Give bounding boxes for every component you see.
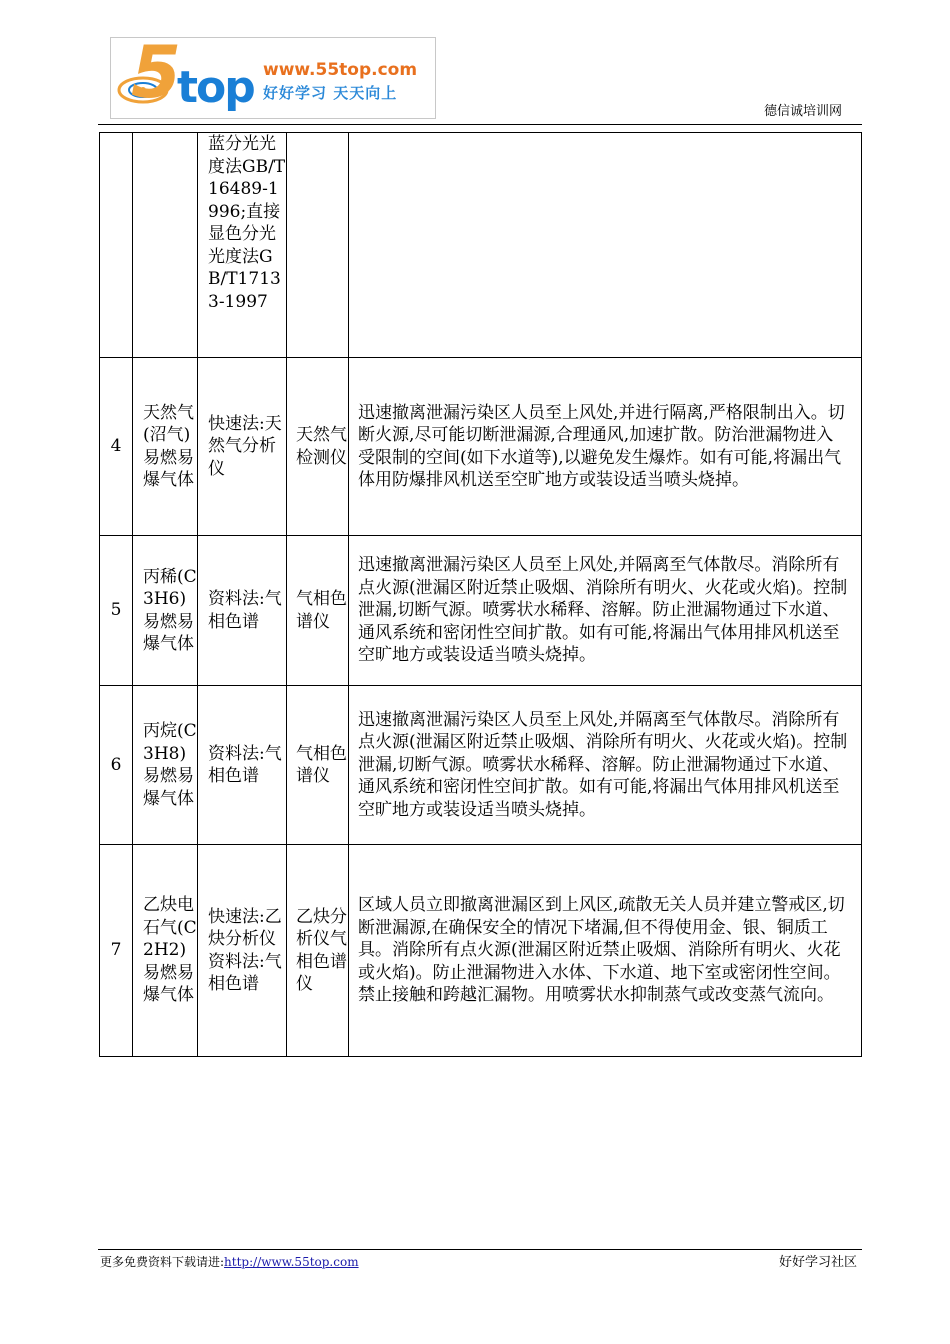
instrument-text: 天然气检测仪 [287, 358, 349, 536]
header-divider [98, 124, 862, 125]
measures-text: 迅速撤离泄漏污染区人员至上风处,并隔离至气体散尽。消除所有点火源(泄漏区附近禁止吸烟、消除所有明火、火花或火焰)。控制泄漏,切断气源。喷雾状水稀释、溶解。防止泄漏物通过下水道、通风系统和密闭性空间扩散。如有可能,将漏出气体用排风机送至空旷地方或装设适当喷头烧掉。 [349, 536, 862, 686]
instrument-text: 气相色谱仪 [287, 686, 349, 845]
row-number: 7 [100, 845, 133, 1057]
table-row [100, 536, 862, 686]
logo-slogan: 好好学习 天天向上 [263, 84, 398, 102]
num-cell [100, 133, 133, 358]
method-text: 资料法:气相色谱 [198, 536, 287, 686]
substance-name: 天然气(沼气)易燃易爆气体 [133, 358, 198, 536]
row-number: 6 [100, 686, 133, 845]
footer-download-note [100, 1256, 359, 1268]
logo-five: 5 [131, 30, 182, 114]
method-text: 快速法:天然气分析仪 [198, 358, 287, 536]
method-text: 快速法:乙炔分析仪资料法:气相色谱 [198, 845, 287, 1057]
row-number: 5 [100, 536, 133, 686]
method-text: 蓝分光光度法GB/T16489-1996;直接显色分光光度法GB/T17133-1997 [208, 134, 286, 312]
site-name: 德信诚培训网 [763, 104, 842, 119]
measures-cell [349, 133, 862, 358]
site-logo [110, 30, 436, 119]
footer-text: 更多免费资料下载请进: [100, 1255, 225, 1269]
table-row [100, 686, 862, 845]
measures-text: 区域人员立即撤离泄漏区到上风区,疏散无关人员并建立警戒区,切断泄漏源,在确保安全的情况下堵漏,但不得使用金、银、铜质工具。消除所有点火源(泄漏区附近禁止吸烟、消除所有明火、火花或火焰)。防止泄漏物进入水体、下水道、地下室或密闭性空间。禁止接触和跨越汇漏物。用喷雾状水抑制蒸气或改变蒸气流向。 [349, 845, 862, 1057]
table-row [100, 358, 862, 536]
footer-community: 好好学习社区 [778, 1255, 857, 1270]
table-row-continued [100, 133, 862, 358]
name-cell [133, 133, 198, 358]
measures-text: 迅速撤离泄漏污染区人员至上风处,并进行隔离,严格限制出入。切断火源,尽可能切断泄漏源,合理通风,加速扩散。防治泄漏物进入受限制的空间(如下水道等),以避免发生爆炸。如有可能,将漏出气体用防爆排风机送至空旷地方或装设适当喷头烧掉。 [349, 358, 862, 536]
hazard-table [99, 132, 862, 1057]
footer-link[interactable]: http://www.55top.com [224, 1255, 359, 1269]
table-row [100, 845, 862, 1057]
measures-text: 迅速撤离泄漏污染区人员至上风处,并隔离至气体散尽。消除所有点火源(泄漏区附近禁止吸烟、消除所有明火、火花或火焰)。控制泄漏,切断气源。喷雾状水稀释、溶解。防止泄漏物通过下水道、通风系统和密闭性空间扩散。如有可能,将漏出气体用排风机送至空旷地方或装设适当喷头烧掉。 [349, 686, 862, 845]
method-cell [198, 133, 287, 358]
footer-divider [98, 1249, 862, 1250]
row-number: 4 [100, 358, 133, 536]
logo-url: www.55top.com [263, 60, 418, 80]
substance-name: 丙烷(C3H8)易燃易爆气体 [133, 686, 198, 845]
substance-name: 乙炔电石气(C2H2)易燃易爆气体 [133, 845, 198, 1057]
substance-name: 丙稀(C3H6)易燃易爆气体 [133, 536, 198, 686]
instrument-text: 气相色谱仪 [287, 536, 349, 686]
instrument-text: 乙炔分析仪气相色谱仪 [287, 845, 349, 1057]
instrument-cell [287, 133, 349, 358]
method-text: 资料法:气相色谱 [198, 686, 287, 845]
logo-top: top [177, 62, 254, 113]
